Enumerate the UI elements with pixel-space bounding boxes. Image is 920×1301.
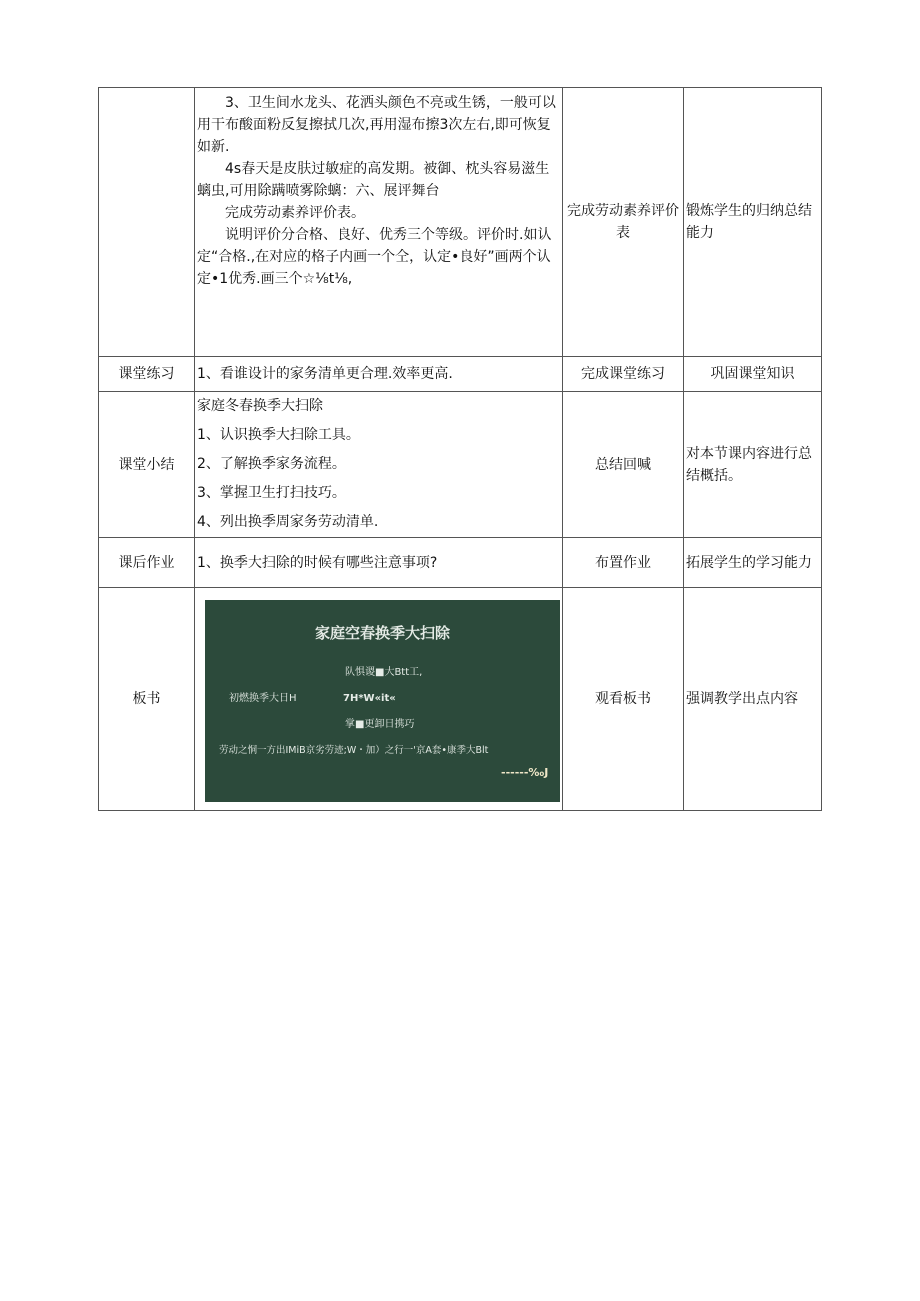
row-activity: 总结回喊	[563, 392, 684, 538]
content-paragraph: 说明评价分合格、良好、优秀三个等级。评价时.如认定“合格.,在对应的格子内画一个仝，认定•良好”画两个认定•1优秀.画三个☆⅛t⅛,	[197, 227, 552, 287]
row-purpose: 强调教学出点内容	[684, 588, 822, 811]
board-line: 劳动之恫一方出IMiB京劣劳迹;W・加）之行一'京A套•康季大Blt	[219, 745, 489, 756]
row-purpose: 拓展学生的学习能力	[684, 538, 822, 588]
board-line: 初燃换季大日H	[229, 693, 297, 704]
row-purpose: 对本节课内容进行总结概括。	[684, 392, 822, 538]
board-line: ------‰J	[501, 766, 549, 779]
row-label: 板书	[99, 588, 195, 811]
row-purpose: 锻炼学生的归纳总结能力	[684, 88, 822, 357]
row-label	[99, 88, 195, 357]
row-activity: 观看板书	[563, 588, 684, 811]
blackboard-image	[205, 600, 560, 802]
table-row	[99, 588, 822, 811]
summary-item: 3、掌握卫生打扫技巧。	[197, 485, 346, 501]
board-title: 家庭空春换季大扫除	[314, 624, 450, 642]
board-line: 队惧谡■大Btt工,	[345, 667, 423, 678]
row-activity: 完成课堂练习	[563, 357, 684, 392]
summary-item: 1、认识换季大扫除工具。	[197, 427, 360, 443]
lesson-plan-table	[98, 87, 822, 811]
row-content	[195, 392, 563, 538]
table-row	[99, 88, 822, 357]
row-activity: 布置作业	[563, 538, 684, 588]
row-label: 课堂小结	[99, 392, 195, 538]
table-row	[99, 538, 822, 588]
board-line: 掌■更卸日携巧	[345, 719, 415, 730]
summary-item: 4、列出换季周家务劳动清单.	[197, 514, 379, 530]
row-content: 1、看谁设计的家务清单更合理.效率更高.	[195, 357, 563, 392]
table-row	[99, 357, 822, 392]
row-label: 课后作业	[99, 538, 195, 588]
row-content	[195, 88, 563, 357]
row-content	[195, 588, 563, 811]
board-line: 7H*W«it«	[343, 693, 396, 704]
table-row	[99, 392, 822, 538]
row-purpose: 巩固课堂知识	[684, 357, 822, 392]
content-paragraph: 3、卫生间水龙头、花洒头颜色不亮或生锈，一般可以用干布酸面粉反复擦拭几次,再用湿布擦3次左右,即可恢复如新.	[197, 95, 556, 155]
summary-item: 2、了解换季家务流程。	[197, 456, 346, 472]
content-paragraph: 完成劳动素养评价表。	[225, 205, 365, 221]
row-activity: 完成劳动素养评价表	[563, 88, 684, 357]
content-paragraph: 4s春天是皮肤过敏症的高发期。被御、枕头容易滋生螭虫,可用除蹒喷雾除螭：六、展评舞台	[197, 161, 550, 199]
row-label: 课堂练习	[99, 357, 195, 392]
summary-title: 家庭冬春换季大扫除	[197, 398, 323, 414]
row-content: 1、换季大扫除的时候有哪些注意事项?	[195, 538, 563, 588]
